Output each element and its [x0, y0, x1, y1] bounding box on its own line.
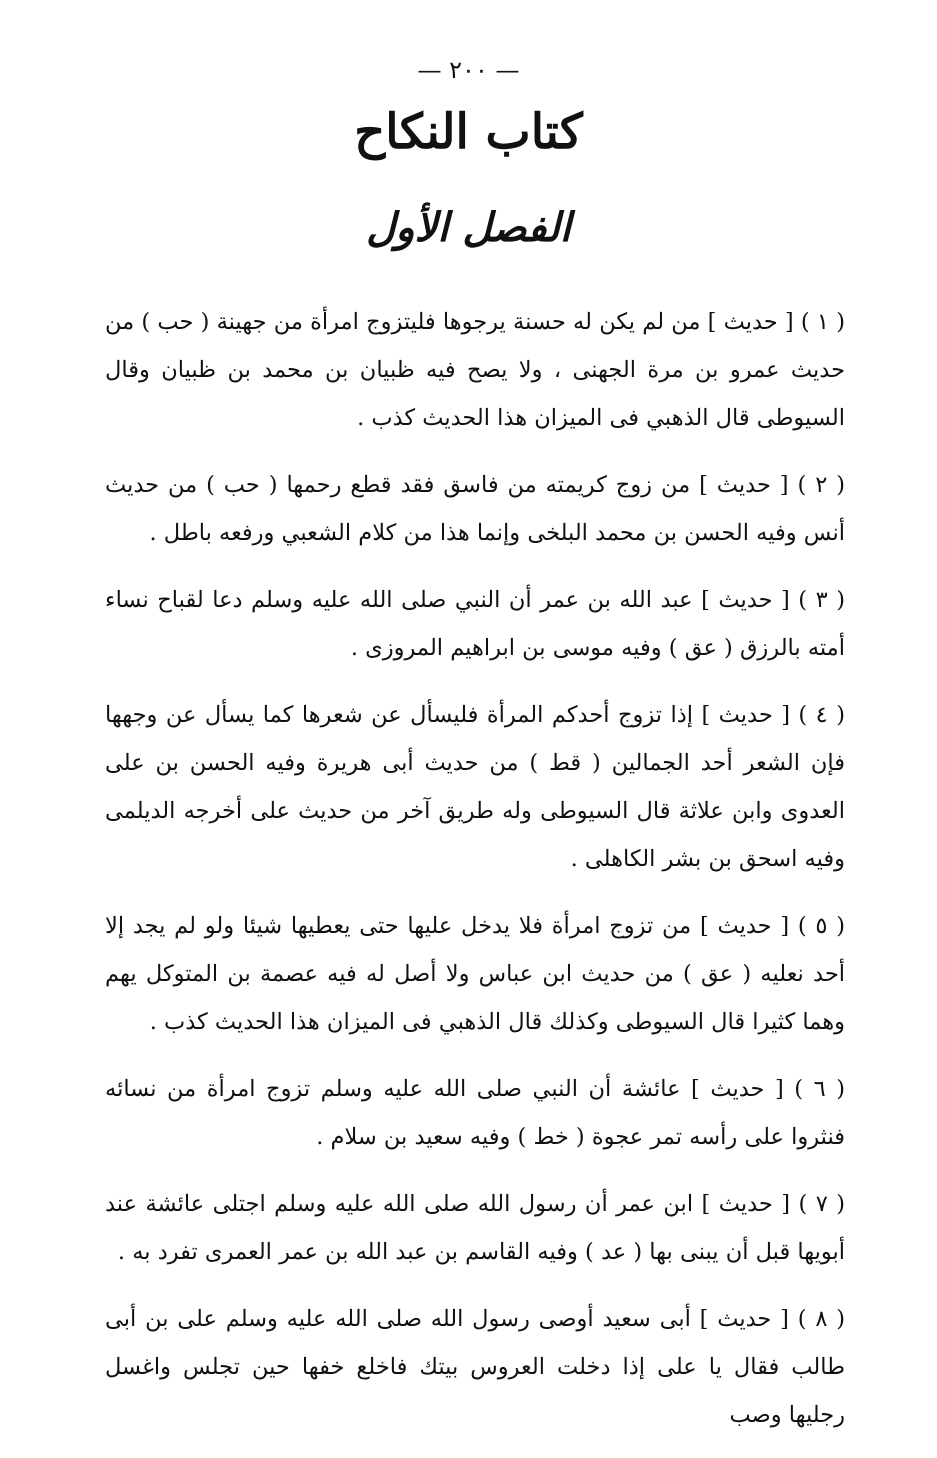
chapter-title: الفصل الأول — [366, 204, 571, 251]
hadith-list — [105, 298, 845, 1458]
hadith-paragraph-8: ( ٨ ) [ حديث ] أبى سعيد أوصى رسول الله صلى الله عليه وسلم على بن أبى طالب فقال يا على إذا دخلت العروس بيتك فاخلع خفها حين تجلس واغسل رجليها وصب — [105, 1306, 845, 1428]
hadith-paragraph-1: ( ١ ) [ حديث ] من لم يكن له حسنة يرجوها فليتزوج امرأة من جهينة ( حب ) من حديث عمرو بن مرة الجهنى ، ولا يصح فيه ظبيان بن محمد بن ظبيان وقال السيوطى قال الذهبي فى الميزان هذا الحديث كذب . — [105, 309, 845, 431]
hadith-paragraph-3: ( ٣ ) [ حديث ] عبد الله بن عمر أن النبي صلى الله عليه وسلم دعا لقباح نساء أمته بالرزق ( عق ) وفيه موسى بن ابراهيم المروزى . — [105, 587, 845, 661]
book-title: كتاب النكاح — [354, 104, 583, 160]
hadith-paragraph-7: ( ٧ ) [ حديث ] ابن عمر أن رسول الله صلى الله عليه وسلم اجتلى عائشة عند أبويها قبل أن يبنى بها ( عد ) وفيه القاسم بن عبد الله بن عمر العمرى تفرد به . — [105, 1191, 846, 1265]
page-number: — ٢٠٠ — — [417, 56, 520, 84]
hadith-paragraph-4: ( ٤ ) [ حديث ] إذا تزوج أحدكم المرأة فليسأل عن شعرها كما يسأل عن وجهها فإن الشعر أحد الجمالين ( قط ) من حديث أبى هريرة وفيه الحسن بن على العدوى وابن علاثة قال السيوطى وله طريق آخر من حديث على أخرجه الديلمى وفيه اسحق بن بشر الكاهلى . — [105, 702, 845, 872]
hadith-paragraph-5: ( ٥ ) [ حديث ] من تزوج امرأة فلا يدخل عليها حتى يعطيها شيئا ولو لم يجد إلا أحد نعليه ( عق ) من حديث ابن عباس ولا أصل له فيه عصمة بن المتوكل يهم وهما كثيرا قال السيوطى وكذلك قال الذهبي فى الميزان هذا الحديث كذب . — [105, 913, 845, 1035]
hadith-paragraph-2: ( ٢ ) [ حديث ] من زوج كريمته من فاسق فقد قطع رحمها ( حب ) من حديث أنس وفيه الحسن بن محمد البلخى وإنما هذا من كلام الشعبي ورفعه باطل . — [105, 472, 846, 546]
hadith-paragraph-6: ( ٦ ) [ حديث ] عائشة أن النبي صلى الله عليه وسلم تزوج امرأة من نسائه فنثروا على رأسه تمر عجوة ( خط ) وفيه سعيد بن سلام . — [105, 1076, 845, 1150]
